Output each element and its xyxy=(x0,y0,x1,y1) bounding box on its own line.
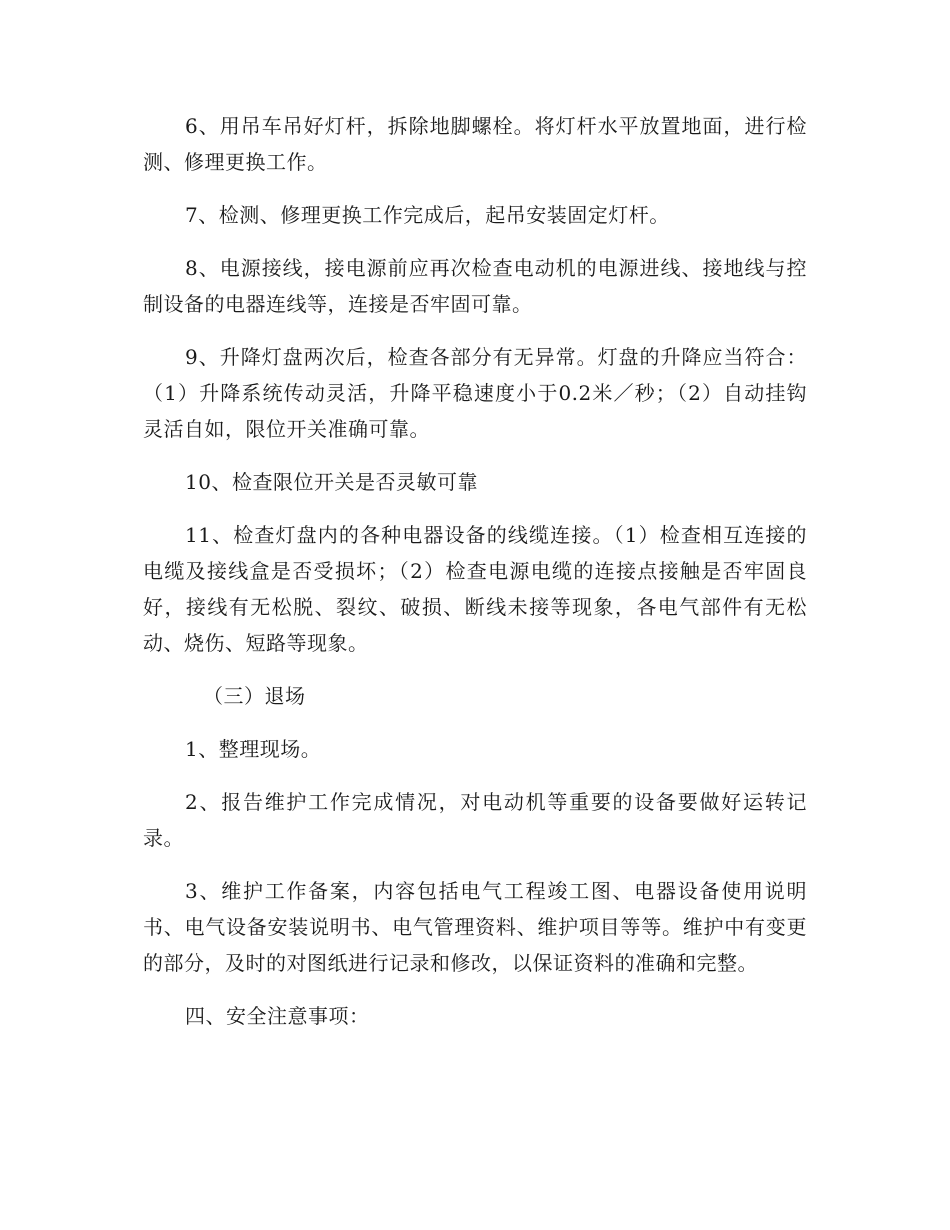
paragraph-step-6: 6、用吊车吊好灯杆，拆除地脚螺栓。将灯杆水平放置地面，进行检测、修理更换工作。 xyxy=(143,114,807,174)
paragraph-exit-step-1: 1、整理现场。 xyxy=(185,737,322,761)
paragraph-step-9: 9、升降灯盘两次后，检查各部分有无异常。灯盘的升降应当符合：（1）升降系统传动灵活，升降平稳速度小于0.2米／秒；（2）自动挂钩灵活自如，限位开关准确可靠。 xyxy=(143,345,807,441)
paragraph-step-11: 11、检查灯盘内的各种电器设备的线缆连接。（1）检查相互连接的电缆及接线盒是否受损坏；（2）检查电源电缆的连接点接触是否牢固良好，接线有无松脱、裂纹、破损、断线未接等现象，各电气部件有无松动、烧伤、短路等现象。 xyxy=(143,523,807,655)
paragraph-exit-step-3: 3、维护工作备案，内容包括电气工程竣工图、电器设备使用说明书、电气设备安装说明书、电气管理资料、维护项目等等。维护中有变更的部分，及时的对图纸进行记录和修改，以保证资料的准确和完整。 xyxy=(143,879,807,975)
paragraph-step-7: 7、检测、修理更换工作完成后，起吊安装固定灯杆。 xyxy=(185,203,670,227)
paragraph-step-8: 8、电源接线，接电源前应再次检查电动机的电源进线、接地线与控制设备的电器连线等，连接是否牢固可靠。 xyxy=(143,256,807,316)
paragraph-step-10: 10、检查限位开关是否灵敏可靠 xyxy=(185,470,478,494)
paragraph-exit-step-2: 2、报告维护工作完成情况，对电动机等重要的设备要做好运转记录。 xyxy=(143,790,807,850)
section-heading-exit: （三）退场 xyxy=(203,684,306,708)
document-body xyxy=(143,108,807,1051)
section-heading-safety: 四、安全注意事项： xyxy=(185,1004,370,1028)
